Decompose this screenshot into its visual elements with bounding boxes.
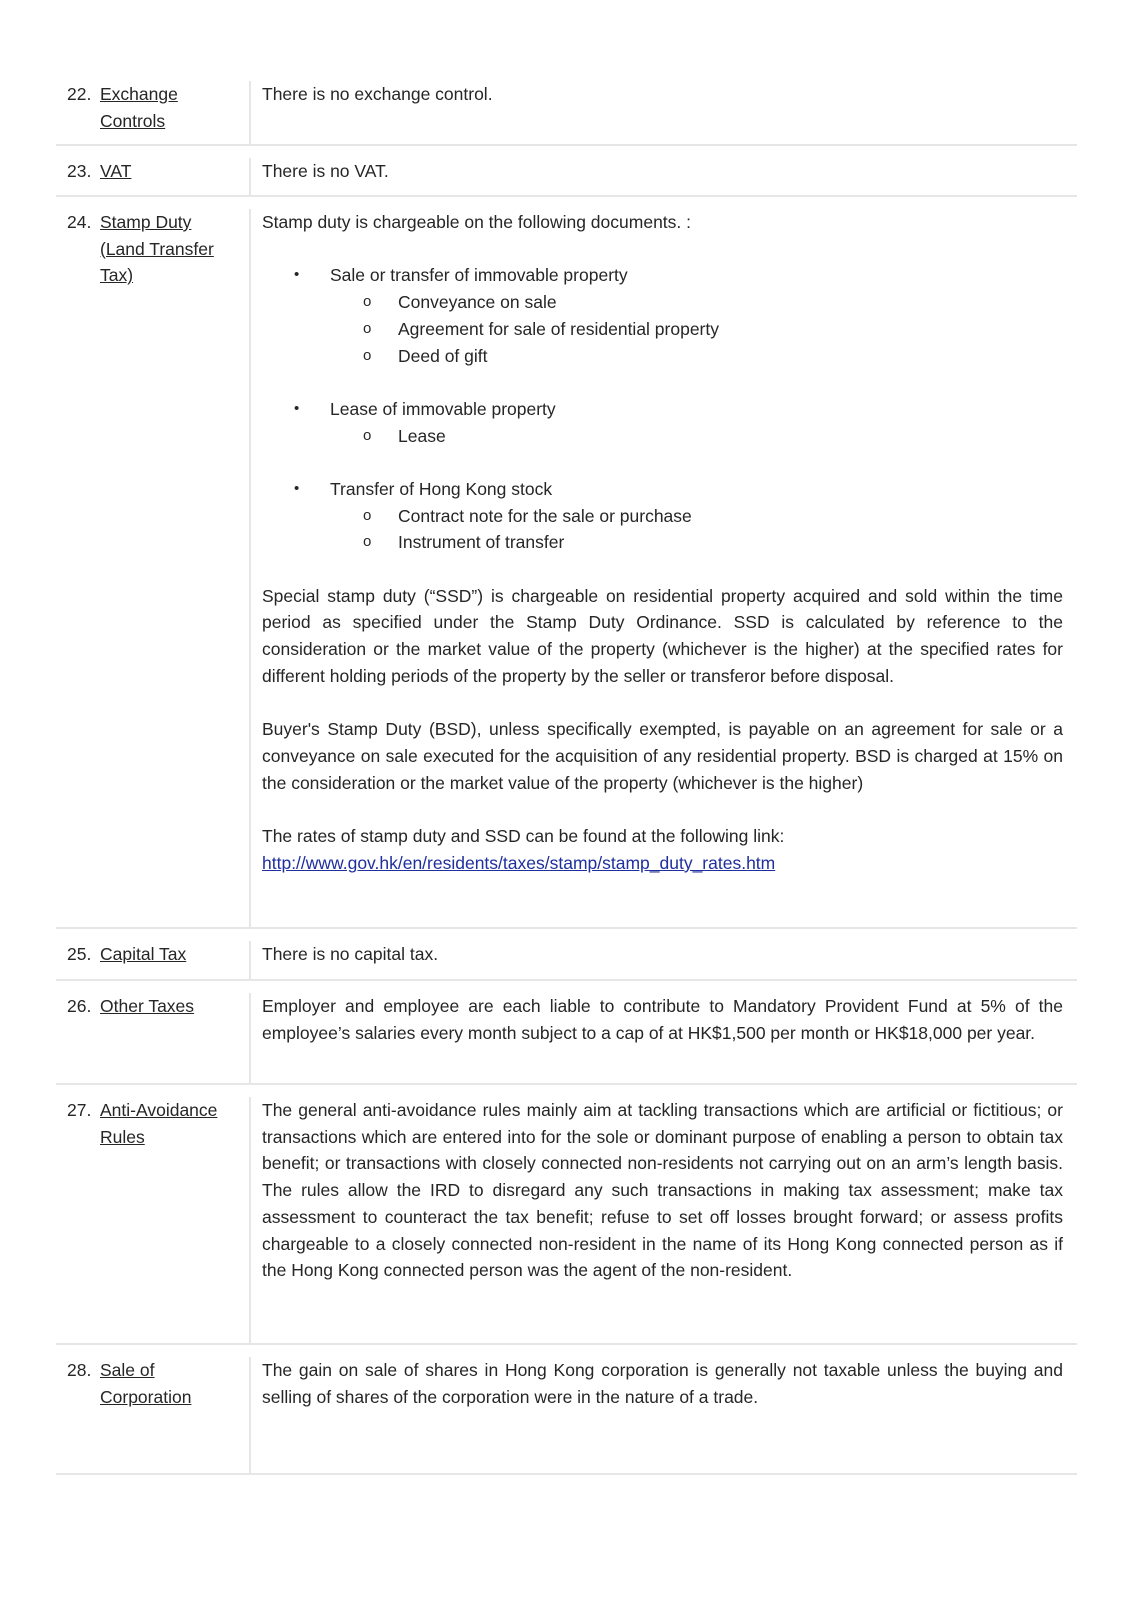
circle-bullet-icon: o bbox=[363, 506, 372, 524]
row-text: There is no VAT. bbox=[262, 161, 389, 181]
row-label-cell bbox=[56, 158, 251, 195]
row-text: The general anti-avoidance rules mainly aim at tackling transactions which are artificial or fictitious; or transactions which are entered into for the sole or dominant purpose of enabling a person to obtain tax benefit; or transactions with closely connected non-residents not carrying out on an arm’s length basis. The rules allow the IRD to disregard any such transactions in making tax assessment; make tax assessment to counteract the tax benefit; refuse to set off losses brought forward; or assess profits chargeable to a closely connected non-resident in the name of its Hong Kong connected person as if the Hong Kong connected person was the agent of the non-resident. bbox=[262, 1100, 1063, 1281]
row-number: 22. bbox=[67, 84, 92, 104]
sub-list bbox=[330, 289, 1063, 369]
item-name bbox=[100, 209, 214, 927]
document-list bbox=[262, 262, 1063, 556]
item-name bbox=[100, 1357, 191, 1473]
sub-list-item bbox=[330, 289, 1063, 316]
bsd-paragraph: Buyer's Stamp Duty (BSD), unless specifically exempted, is payable on an agreement for sale or a conveyance on sale executed for the acquisition of any residential property. BSD is charged at 15% on the consideration or the market value of the property (whichever is the higher) bbox=[262, 719, 1063, 793]
list-item-label: Lease of immovable property bbox=[330, 398, 556, 419]
item-name-line: Tax) bbox=[100, 265, 134, 286]
row-content-cell bbox=[251, 993, 1077, 1083]
row-number: 25. bbox=[67, 944, 92, 964]
item-name-line: Capital Tax bbox=[100, 944, 187, 964]
list-item bbox=[262, 396, 1063, 449]
row-label-cell bbox=[56, 1357, 251, 1473]
ssd-paragraph: Special stamp duty (“SSD”) is chargeable on residential property acquired and sold within the time period as specified under the Stamp Duty Ordinance. SSD is calculated by reference to the consideration or the market value of the property (whichever is the higher) at the specified rates for different holding periods of the property by the seller or transferor before disposal. bbox=[262, 585, 1063, 686]
bullet-icon: • bbox=[294, 266, 300, 284]
table-row bbox=[56, 929, 1077, 981]
sub-item-label: Agreement for sale of residential property bbox=[398, 318, 719, 339]
row-content-cell bbox=[251, 1357, 1077, 1473]
circle-bullet-icon: o bbox=[363, 426, 372, 444]
item-name-line: Stamp Duty bbox=[100, 212, 192, 232]
sub-list bbox=[330, 423, 1063, 450]
table-row bbox=[56, 146, 1077, 197]
bullet-icon: • bbox=[294, 479, 300, 497]
row-text: The gain on sale of shares in Hong Kong corporation is generally not taxable unless the buying and selling of shares of the corporation were in the nature of a trade. bbox=[262, 1360, 1063, 1407]
tax-table bbox=[56, 67, 1077, 1475]
item-name bbox=[100, 81, 178, 144]
bullet-icon: • bbox=[294, 399, 300, 417]
item-name-line: Rules bbox=[100, 1126, 145, 1147]
item-name-line: Controls bbox=[100, 110, 166, 131]
row-label-cell bbox=[56, 81, 251, 144]
circle-bullet-icon: o bbox=[363, 533, 372, 551]
sub-item-label: Lease bbox=[398, 425, 446, 446]
row-number: 27. bbox=[67, 1100, 92, 1120]
circle-bullet-icon: o bbox=[363, 319, 372, 337]
row-content-cell bbox=[251, 81, 1077, 144]
row-number: 26. bbox=[67, 996, 92, 1016]
row-text: Employer and employee are each liable to contribute to Mandatory Provident Fund at 5% of the employee’s salaries every month subject to a cap of at HK$1,500 per month or HK$18,000 per year. bbox=[262, 996, 1063, 1043]
row-content-cell bbox=[251, 1097, 1077, 1343]
item-name-line: Anti-Avoidance bbox=[100, 1100, 218, 1120]
row-content-cell bbox=[251, 209, 1077, 927]
stamp-duty-rates-link[interactable]: http://www.gov.hk/en/residents/taxes/stamp/stamp_duty_rates.htm bbox=[262, 852, 776, 873]
sub-item-label: Deed of gift bbox=[398, 345, 488, 366]
rates-paragraph: The rates of stamp duty and SSD can be found at the following link: bbox=[262, 826, 785, 847]
list-item-label: Sale or transfer of immovable property bbox=[330, 265, 628, 286]
stamp-duty-intro: Stamp duty is chargeable on the following documents. : bbox=[262, 212, 691, 232]
sub-item-label: Conveyance on sale bbox=[398, 292, 557, 313]
item-name-line: Other Taxes bbox=[100, 996, 195, 1016]
row-number: 23. bbox=[67, 161, 92, 181]
table-row bbox=[56, 981, 1077, 1085]
row-text: There is no exchange control. bbox=[262, 84, 493, 104]
table-row bbox=[56, 67, 1077, 146]
sub-list-item bbox=[330, 503, 1063, 530]
item-name-line: Corporation bbox=[100, 1386, 192, 1407]
row-label-cell bbox=[56, 209, 251, 927]
list-item-label: Transfer of Hong Kong stock bbox=[330, 478, 553, 499]
item-name-line: Exchange bbox=[100, 84, 178, 104]
sub-list-item bbox=[330, 343, 1063, 370]
row-content-cell bbox=[251, 941, 1077, 979]
sub-item-label: Instrument of transfer bbox=[398, 532, 565, 553]
sub-item-label: Contract note for the sale or purchase bbox=[398, 505, 692, 526]
sub-list bbox=[330, 503, 1063, 556]
row-number: 28. bbox=[67, 1360, 92, 1380]
sub-list-item bbox=[330, 316, 1063, 343]
sub-list-item bbox=[330, 423, 1063, 450]
row-number: 24. bbox=[67, 212, 92, 232]
item-name-line: Sale of bbox=[100, 1360, 155, 1380]
circle-bullet-icon: o bbox=[363, 346, 372, 364]
table-row bbox=[56, 1085, 1077, 1345]
table-row bbox=[56, 1345, 1077, 1475]
row-content-cell bbox=[251, 158, 1077, 195]
item-name-line: (Land Transfer bbox=[100, 238, 214, 259]
row-label-cell bbox=[56, 1097, 251, 1343]
table-row bbox=[56, 197, 1077, 929]
item-name-line: VAT bbox=[100, 161, 132, 181]
row-label-cell bbox=[56, 993, 251, 1083]
circle-bullet-icon: o bbox=[363, 293, 372, 311]
row-label-cell bbox=[56, 941, 251, 979]
item-name bbox=[100, 1097, 217, 1343]
list-item bbox=[262, 476, 1063, 556]
list-item bbox=[262, 262, 1063, 369]
sub-list-item bbox=[330, 529, 1063, 556]
row-text: There is no capital tax. bbox=[262, 944, 439, 964]
